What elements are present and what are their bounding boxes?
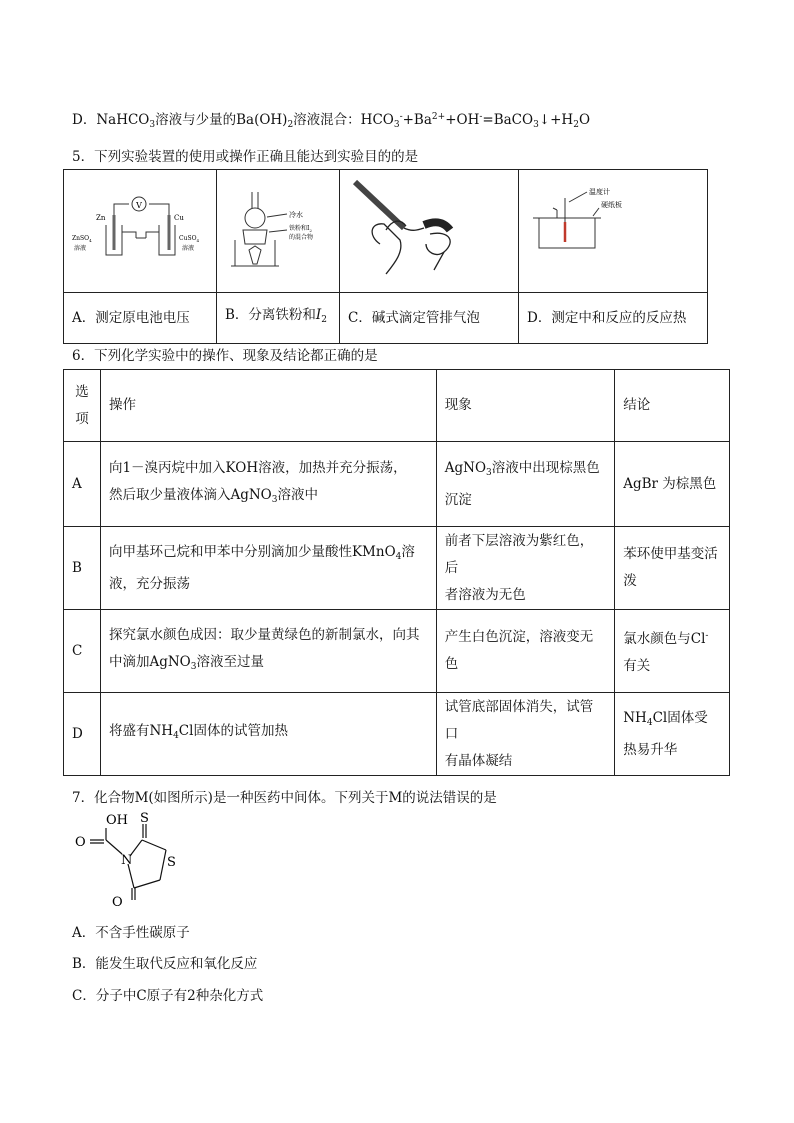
header-option: 选 项 [64, 370, 101, 442]
oh-label: OH [106, 813, 128, 828]
table-row: C 探究氯水颜色成因：取少量黄绿色的新制氯水，向其 中滴加AgNO$_3$溶液至过量 产生白色沉淀，溶液变无色 氯水颜色与Cl- 有关 [64, 610, 730, 693]
svg-text:冷水: 冷水 [289, 211, 303, 219]
q5-image-b [217, 170, 340, 293]
svg-text:溶液: 溶液 [182, 245, 195, 252]
q5-image-c [340, 170, 519, 293]
s-label-thione: S [140, 811, 149, 826]
q7-option-a: A．不含手性碳原子 [72, 925, 190, 941]
table-row: A 向1－溴丙烷中加入KOH溶液，加热并充分振荡， 然后取少量液体滴入AgNO$_3$溶液中 AgNO$_3$溶液中出现棕黑色 沉淀 AgBr 为棕黑色 [64, 442, 730, 527]
svg-text:铁粉和I2: 铁粉和$I_2$ [289, 225, 312, 233]
svg-text:的混合物: 的混合物 [289, 234, 314, 241]
q5-option-d: D．测定中和反应的反应热 [519, 293, 708, 344]
o-label: O [75, 835, 86, 850]
o-label-carbonyl: O [112, 895, 123, 908]
q7-stem: 7．化合物M(如图所示)是一种医药中间体。下列关于M的说法错误的是 [72, 790, 497, 806]
q5-option-c: C．碱式滴定管排气泡 [340, 293, 519, 344]
n-label: N [121, 853, 133, 868]
galvanic-cell-diagram [64, 170, 216, 282]
table-row: B 向甲基环己烷和甲苯中分别滴加少量酸性KMnO$_4$溶 液，充分振荡 前者下层溶液为紫红色，后 者溶液为无色 苯环使甲基变活 泼 [64, 527, 730, 610]
cu-label: Cu [174, 214, 184, 222]
q6-stem: 6．下列化学实验中的操作、现象及结论都正确的是 [72, 348, 378, 364]
header-conclusion: 结论 [615, 370, 730, 442]
q5-stem: 5．下列实验装置的使用或操作正确且能达到实验目的的是 [72, 149, 419, 165]
svg-text:ZnSO4: ZnSO$_4$ [72, 235, 92, 243]
svg-text:硬纸板: 硬纸板 [601, 201, 622, 209]
sublimation-apparatus-diagram [217, 170, 339, 282]
table-row: D 将盛有$NH_4Cl$固体的试管加热 试管底部固体消失，试管口 有晶体凝结 $NH_4Cl$固体受 热易升华 [64, 693, 730, 776]
q6-table [63, 369, 730, 776]
q5-apparatus-table [63, 169, 708, 344]
q5-option-a: A．测定原电池电压 [64, 293, 217, 344]
svg-text:CuSO4: CuSO$_4$ [179, 235, 200, 243]
molecule-m-structure [72, 808, 212, 908]
q7-option-b: B．能发生取代反应和氧化反应 [72, 956, 258, 972]
q5-option-b: B．分离铁粉和$I_2$ [217, 293, 340, 344]
header-phenomenon: 现象 [436, 370, 614, 442]
header-operation: 操作 [100, 370, 436, 442]
zn-label: Zn [96, 214, 106, 222]
q4-option-d: D．NaHCO$_3$溶液与少量的$Ba(OH)_2$溶液混合：$HCO_3^-+Ba^{2+}+OH^-=BaCO_3↓+H_2O$ [72, 112, 591, 130]
svg-text:温度计: 温度计 [589, 188, 610, 196]
s-label-ring: S [167, 855, 176, 870]
svg-text:溶液: 溶液 [74, 245, 87, 252]
voltmeter-label: V [136, 201, 142, 210]
calorimeter-diagram [519, 170, 707, 282]
q5-image-a [64, 170, 217, 293]
q7-option-c: C．分子中C原子有2种杂化方式 [72, 988, 264, 1004]
burette-bubble-diagram [340, 170, 518, 282]
q5-image-d [519, 170, 708, 293]
